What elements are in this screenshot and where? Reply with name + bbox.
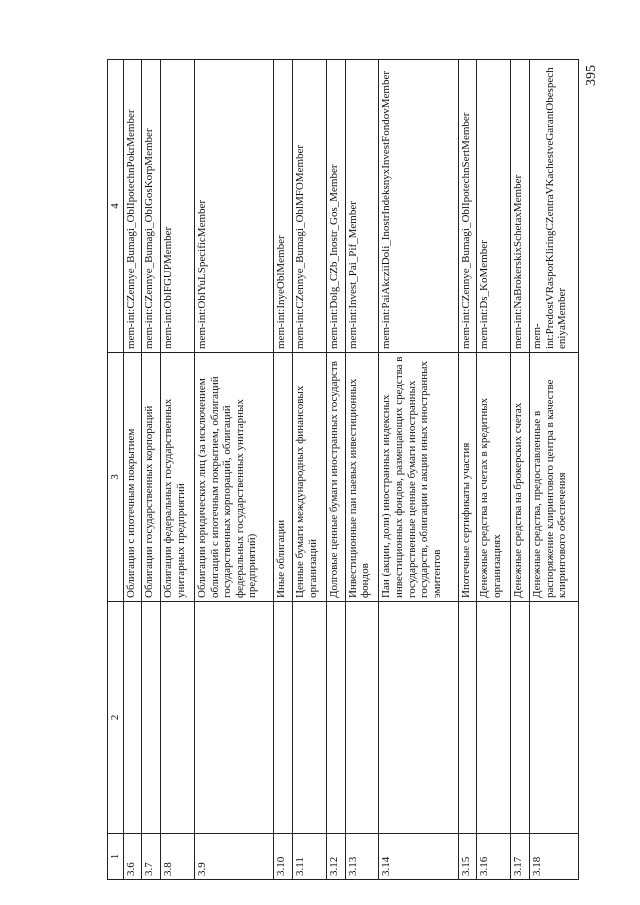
table-row [142, 60, 161, 880]
row-empty-cell [161, 602, 195, 834]
row-number: 3.9 [194, 834, 273, 880]
table-row [458, 60, 477, 880]
row-empty-cell [142, 602, 161, 834]
row-member-code: mem-int:Dolg_CZb_Inostr_Gos_Member [326, 60, 345, 353]
row-empty-cell [292, 602, 326, 834]
row-number: 3.7 [142, 834, 161, 880]
table-row [529, 60, 578, 880]
row-empty-cell [326, 602, 345, 834]
row-member-code: mem-int:Ds_KoMember [477, 60, 511, 353]
row-description: Денежные средства, предоставленные в распоряжение клирингового центра в качестве клирингового обеспечения [529, 353, 578, 602]
row-number: 3.6 [123, 834, 142, 880]
row-empty-cell [529, 602, 578, 834]
row-description: Облигации юридических лиц (за исключением облигаций с ипотечным покрытием, облигаций государственных корпораций, облигаций федеральных государственных унитарных предприятий) [194, 353, 273, 602]
row-description: Денежные средства на брокерских счетах [511, 353, 530, 602]
row-member-code: mem-int:OblYuLSpecificMember [194, 60, 273, 353]
table-row [379, 60, 458, 880]
table-header-row [108, 60, 124, 880]
row-description: Иные облигации [274, 353, 293, 602]
row-number: 3.11 [292, 834, 326, 880]
securities-table [107, 59, 579, 880]
row-member-code: mem-int:CZennye_Bumagi_OblIpotechnSertMember [458, 60, 477, 353]
table-row [345, 60, 379, 880]
table-row [123, 60, 142, 880]
page-number: 395 [584, 65, 599, 86]
row-number: 3.15 [458, 834, 477, 880]
header-col-2: 2 [108, 602, 124, 834]
table-row [326, 60, 345, 880]
table-row [292, 60, 326, 880]
row-number: 3.8 [161, 834, 195, 880]
table-row [194, 60, 273, 880]
row-member-code: mem-int:PaiAkcziiDoli_InostrIndeksnyxInvestFondovMember [379, 60, 458, 353]
row-member-code: mem-int:InyeOblMember [274, 60, 293, 353]
row-member-code: mem-int:PredostVRasporKliringCZentraVKachestveGarantObespecheniyaMember [529, 60, 578, 353]
row-member-code: mem-int:CZennye_Bumagi_OblGosKorpMember [142, 60, 161, 353]
row-empty-cell [458, 602, 477, 834]
row-number: 3.12 [326, 834, 345, 880]
row-member-code: mem-int:Invest_Pai_Pif_Member [345, 60, 379, 353]
row-description: Денежные средства на счетах в кредитных организациях [477, 353, 511, 602]
header-col-3: 3 [108, 353, 124, 602]
row-description: Ипотечные сертификаты участия [458, 353, 477, 602]
row-empty-cell [274, 602, 293, 834]
row-member-code: mem-int:NaBrokerskixSchetaxMember [511, 60, 530, 353]
table-row [511, 60, 530, 880]
table-row [161, 60, 195, 880]
row-description: Инвестиционные паи паевых инвестиционных фондов [345, 353, 379, 602]
row-empty-cell [345, 602, 379, 834]
row-number: 3.18 [529, 834, 578, 880]
row-member-code: mem-int:CZennye_Bumagi_OblMFOMember [292, 60, 326, 353]
row-empty-cell [511, 602, 530, 834]
row-description: Паи (акции, доли) иностранных индексных инвестиционных фондов, размещающих средства в государственные ценные бумаги иностранных государств, облигации и акции иных иностранных эмитентов [379, 353, 458, 602]
row-description: Ценные бумаги международных финансовых организаций [292, 353, 326, 602]
header-col-4: 4 [108, 60, 124, 353]
row-description: Облигации с ипотечным покрытием [123, 353, 142, 602]
table-row [274, 60, 293, 880]
row-description: Долговые ценные бумаги иностранных государств [326, 353, 345, 602]
row-description: Облигации государственных корпораций [142, 353, 161, 602]
row-member-code: mem-int:CZennye_Bumagi_OblIpotechnPokrMember [123, 60, 142, 353]
row-empty-cell [379, 602, 458, 834]
row-description: Облигации федеральных государственных унитарных предприятий [161, 353, 195, 602]
row-member-code: mem-int:OblFGUPMember [161, 60, 195, 353]
row-number: 3.13 [345, 834, 379, 880]
table-row [477, 60, 511, 880]
header-col-1: 1 [108, 834, 124, 880]
row-number: 3.10 [274, 834, 293, 880]
row-empty-cell [194, 602, 273, 834]
row-empty-cell [123, 602, 142, 834]
rotated-table-container [107, 60, 579, 880]
row-number: 3.14 [379, 834, 458, 880]
row-number: 3.16 [477, 834, 511, 880]
row-empty-cell [477, 602, 511, 834]
row-number: 3.17 [511, 834, 530, 880]
